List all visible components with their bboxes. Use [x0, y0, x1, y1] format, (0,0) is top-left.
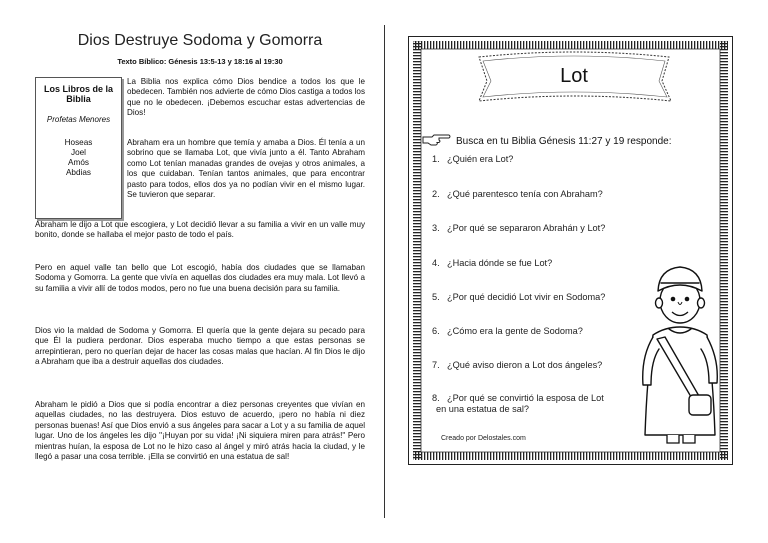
story-paragraph: Dios vio la maldad de Sodoma y Gomorra. El quería que la gente dejara su pecado para que Él la pudiera perdonar. Dios esperaba mucho tiempo a que estas personas se arrepintieran, pero no querían dejar de hacer las cosas malas que hacían. Al fin Dios le dijo a Abraham que iba a destruir aquellas dos ciudades.: [35, 326, 365, 367]
question-item: 6. ¿Cómo era la gente de Sodoma?: [432, 326, 583, 336]
question-item: 7. ¿Qué aviso dieron a Lot dos ángeles?: [432, 360, 603, 370]
books-box-subheading: Profetas Menores: [46, 115, 111, 124]
question-item: 8. ¿Por qué se convirtió la esposa de Lot: [432, 393, 604, 403]
page-divider: [384, 25, 385, 518]
credit-text: Creado por Delostales.com: [441, 435, 526, 442]
worksheet: [408, 36, 733, 465]
instruction-text: Busca en tu Biblia Génesis 11:27 y 19 responde:: [456, 136, 672, 147]
question-item-continuation: en una estatua de sal?: [436, 404, 529, 414]
lot-figure-illustration: [637, 257, 725, 447]
worksheet-title: Lot: [560, 65, 588, 87]
books-box-heading: Los Libros de la Biblia: [43, 84, 113, 104]
question-item: 1. ¿Quién era Lot?: [432, 154, 514, 164]
book-item: Joel: [70, 148, 87, 157]
book-item: Abdias: [65, 168, 92, 177]
story-paragraph: Abraham le pidió a Dios que si podía encontrar a diez personas creyentes que vivían en aquellas ciudades, no las destruyera. Dios estuvo de acuerdo, ¡pero no había ni diez personas buenas! Así que Dios envió a sus ángeles para sacar a Lot y a su familia de aquel lugar. Uno de los ángeles les dijo "¡Huyan por su vida! ¡Ni siquiera miren para atrás!" Pero mientras huían, la esposa de Lot no le hizo caso al ángel y miró atrás hacia la ciudad, y le llegó a pasar una cosa terrible. ¡Ella se convirtió en una estatua de sal!: [35, 400, 365, 462]
books-of-bible-box: [35, 77, 122, 219]
books-list: [36, 138, 121, 178]
story-paragraph: La Biblia nos explica cómo Dios bendice a todos los que le obedecen. También nos advierte de cómo Dios castiga a todos los que no le obedecen. ¡Debemos escuchar estas advertencias de Dios!: [127, 77, 365, 118]
pointing-hand-icon: [422, 133, 452, 147]
question-item: 4. ¿Hacia dónde se fue Lot?: [432, 258, 553, 268]
question-item: 2. ¿Qué parentesco tenía con Abraham?: [432, 189, 603, 199]
question-item: 5. ¿Por qué decidió Lot vivir en Sodoma?: [432, 292, 606, 302]
story-paragraph: Pero en aquel valle tan bello que Lot escogió, había dos ciudades que se llamaban Sodoma y Gomorra. La gente que vivía en aquellas dos ciudades era muy mala. Lot llevó a su familia a vivir allí de todos modos, pero no fue una buena decisión para su familia.: [35, 263, 365, 293]
story-paragraph: Abraham le dijo a Lot que escogiera, y Lot decidió llevar a su familia a vivir en un valle muy bonito, donde se hallaba el mejor pasto de todo el país.: [35, 220, 365, 240]
story-page: [35, 30, 365, 530]
page-title: Dios Destruye Sodoma y Gomorra: [77, 32, 323, 49]
story-paragraph: Abraham era un hombre que temía y amaba a Dios. Él tenía a un sobrino que se llamaba Lot, que vivía junto a él. Tanto Abraham como Lot tenían manadas grandes de ovejas y otros animales, a los que cuidaban. Tenían tantos animales, que para encontrar pasto para todos, ellos dos ya no podían vivir en el mismo lugar. Se tuvieron que separar.: [127, 138, 365, 200]
book-item: Amós: [68, 158, 89, 167]
bible-reference: Texto Bíblico: Génesis 13:5-13 y 18:16 al 19:30: [117, 57, 283, 66]
question-item: 3. ¿Por qué se separaron Abrahán y Lot?: [432, 223, 606, 233]
book-item: Hoseas: [64, 138, 93, 147]
